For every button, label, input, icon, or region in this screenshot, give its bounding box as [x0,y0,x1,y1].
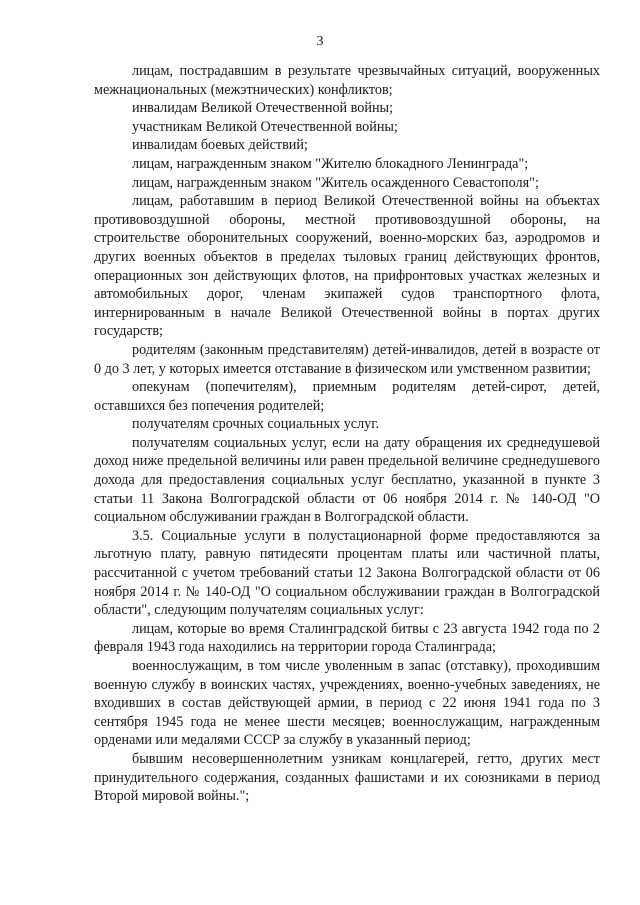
document-body [94,62,600,806]
paragraph: участникам Великой Отечественной войны; [132,118,398,135]
paragraph: лицам, пострадавшим в результате чрезвычайных ситуаций, вооруженных межнациональных (межэтнических) конфликтов; [94,63,600,98]
paragraph: лицам, работавшим в период Великой Отечественной войны на объектах противовоздушной обороны, местной противовоздушной обороны, на строительстве оборонительных сооружений, военно-морских баз, аэродромов и других военных объектов в пределах тыловых границ действующих фронтов, операционных зон действующих флотов, на прифронтовых участках железных и автомобильных дорог, членам экипажей судов транспортного флота, интернированным в начале Великой Отечественной войны в портах других государств; [94,193,600,340]
paragraph: инвалидам боевых действий; [132,137,308,154]
page-number: 3 [316,34,324,49]
paragraph: получателям срочных социальных услуг. [132,416,380,433]
paragraph: получателям социальных услуг, если на дату обращения их среднедушевой доход ниже предельной величины или равен предельной величине среднедушевого дохода для предоставления социальных услуг бесплатно, указанной в пункте 3 статьи 11 Закона Волгоградской области от 06 ноября 2014 г. № 140-ОД "О социальном обслуживании граждан в Волгоградской области. [94,434,600,526]
paragraph: бывшим несовершеннолетним узникам концлагерей, гетто, других мест принудительного содержания, созданных фашистами и их союзниками в период Второй мировой войны."; [94,750,600,805]
paragraph: военнослужащим, в том числе уволенным в запас (отставку), проходившим военную службу в воинских частях, учреждениях, военно-учебных заведениях, не входивших в состав действующей армии, в период с 22 июня 1941 года по 3 сентября 1945 года не менее шести месяцев; военнослужащим, награжденным орденами или медалями СССР за службу в указанный период; [94,658,600,749]
paragraph: родителям (законным представителям) детей-инвалидов, детей в возрасте от 0 до 3 лет, у которых имеется отставание в физическом или умственном развитии; [94,341,600,377]
paragraph: инвалидам Великой Отечественной войны; [132,100,394,117]
paragraph: опекунам (попечителям), приемным родителям детей-сирот, детей, оставшихся без попечения родителей; [94,379,600,414]
paragraph: 3.5. Социальные услуги в полустационарной форме предоставляются за льготную плату, равную пятидесяти процентам платы или частичной платы, рассчитанной с учетом требований статьи 12 Закона Волгоградской области от 06 ноября 2014 г. № 140-ОД "О социальном обслуживании граждан в Волгоградской области", следующим получателям социальных услуг: [94,527,600,619]
paragraph: лицам, награжденным знаком "Житель осажденного Севастополя"; [132,174,539,191]
paragraph: лицам, которые во время Сталинградской битвы с 23 августа 1942 года по 2 февраля 1943 года находились на территории города Сталинграда; [94,620,600,656]
paragraph: лицам, награжденным знаком "Жителю блокадного Ленинграда"; [132,155,529,172]
